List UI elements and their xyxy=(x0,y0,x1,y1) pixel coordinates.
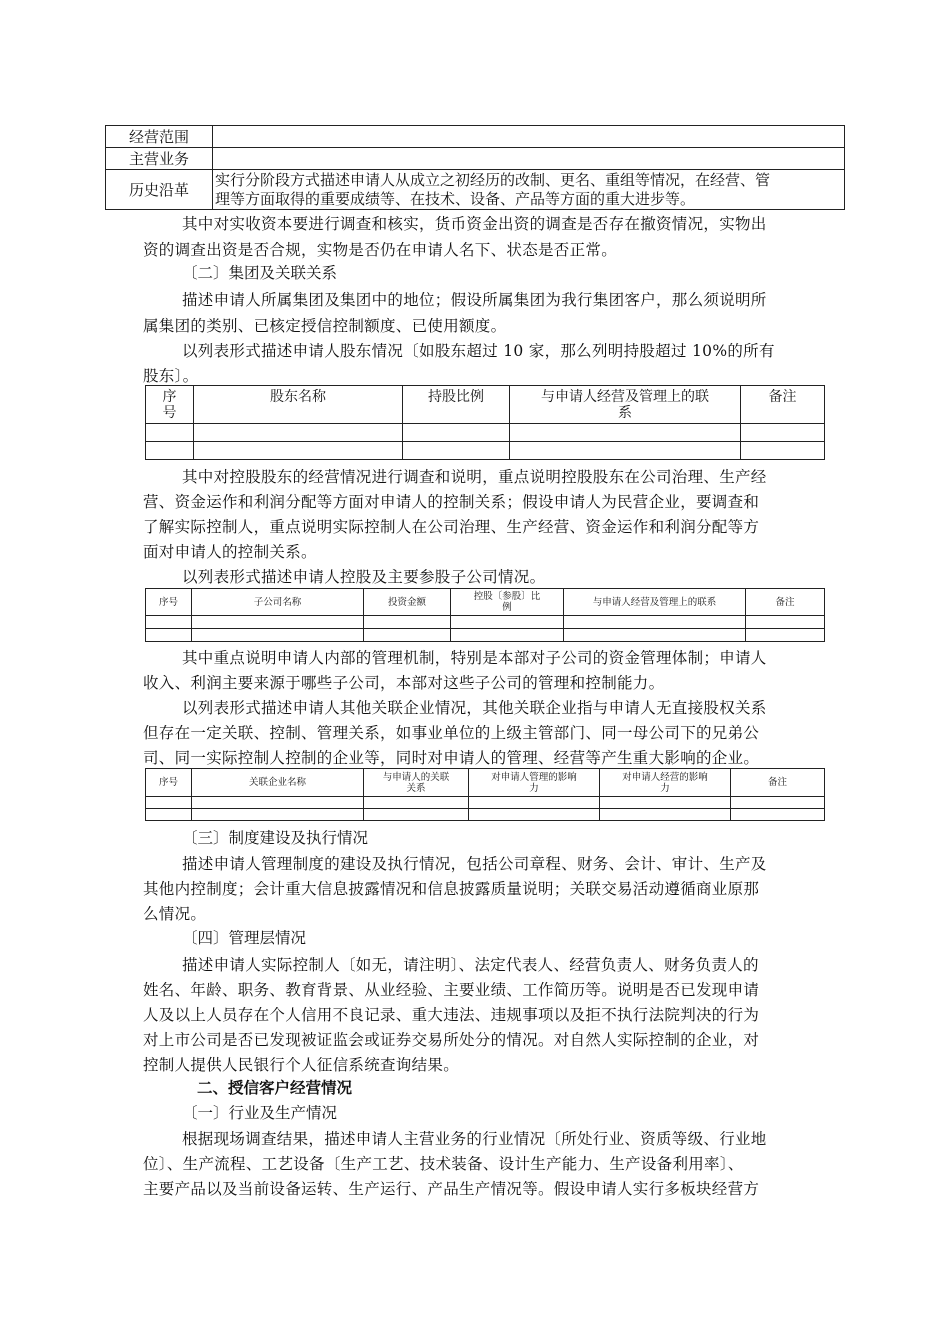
heading-group-relations: 〔二〕集团及关联关系 xyxy=(182,264,338,282)
related-enterprise-table xyxy=(145,768,825,821)
paragraph-subsidiaries-intro: 以列表形式描述申请人控股及主要参股子公司情况。 xyxy=(182,568,546,586)
col-business-influence: 对申请人经营的影响 力 xyxy=(600,769,731,797)
paragraph-management-2: 姓名、年龄、职务、教育背景、从业经验、主要业绩、工作简历等。说明是否已发现申请 xyxy=(143,981,760,999)
paragraph-internal-mgmt-2: 收入、利润主要来源于哪些子公司，本部对这些子公司的管理和控制能力。 xyxy=(143,674,665,692)
col-mgmt-influence: 对申请人管理的影响 力 xyxy=(469,769,600,797)
heading-management: 〔四〕管理层情况 xyxy=(182,929,307,947)
paragraph-management-1: 描述申请人实际控制人〔如无，请注明〕、法定代表人、经营负责人、财务负责人的 xyxy=(182,956,759,974)
table-row xyxy=(146,797,825,809)
paragraph-controlling-1: 其中对控股股东的经营情况进行调查和说明，重点说明控股股东在公司治理、生产经 xyxy=(182,468,767,486)
col-remarks: 备注 xyxy=(741,386,825,424)
col-investment: 投资金额 xyxy=(364,589,451,616)
col-remarks: 备注 xyxy=(746,589,825,616)
col-remarks: 备注 xyxy=(731,769,825,797)
paragraph-industry-1: 根据现场调查结果，描述申请人主营业务的行业情况〔所处行业、资质等级、行业地 xyxy=(182,1130,767,1148)
history-line-1: 实行分阶段方式描述申请人从成立之初经历的改制、更名、重组等情况，在经营、管 xyxy=(215,170,771,189)
paragraph-group-2: 属集团的类别、已核定授信控制额度、已使用额度。 xyxy=(143,317,507,335)
paragraph-related-1: 以列表形式描述申请人其他关联企业情况，其他关联企业指与申请人无直接股权关系 xyxy=(182,699,767,717)
col-relation: 与申请人的关联 关系 xyxy=(364,769,469,797)
col-subsidiary-name: 子公司名称 xyxy=(192,589,364,616)
value-history xyxy=(213,170,845,210)
paragraph-management-4: 对上市公司是否已发现被证监会或证券交易所处分的情况。对自然人实际控制的企业，对 xyxy=(143,1031,760,1049)
paragraph-management-5: 控制人提供人民银行个人征信系统查询结果。 xyxy=(143,1056,460,1074)
table-row xyxy=(146,442,825,460)
table-row xyxy=(146,629,825,642)
paragraph-management-3: 人及以上人员存在个人信用不良记录、重大违法、违规事项以及拒不执行法院判决的行为 xyxy=(143,1006,760,1024)
col-relationship: 与申请人经营及管理上的联系 xyxy=(564,589,746,616)
paragraph-group-1: 描述申请人所属集团及集团中的地位；假设所属集团为我行集团客户，那么须说明所 xyxy=(182,291,767,309)
paragraph-industry-3: 主要产品以及当前设备运转、生产运行、产品生产情况等。假设申请人实行多板块经营方 xyxy=(143,1180,760,1198)
subsidiary-table xyxy=(145,588,825,642)
table-row xyxy=(146,809,825,821)
section-title-operations: 二、授信客户经营情况 xyxy=(197,1079,353,1097)
col-enterprise-name: 关联企业名称 xyxy=(192,769,364,797)
col-relationship: 与申请人经营及管理上的联 系 xyxy=(510,386,741,424)
paragraph-related-3: 司、同一实际控制人控制的企业等，同时对申请人的管理、经营等产生重大影响的企业。 xyxy=(143,749,760,767)
col-shareholder-name: 股东名称 xyxy=(194,386,403,424)
value-business-scope xyxy=(213,126,845,148)
paragraph-controlling-4: 面对申请人的控制关系。 xyxy=(143,543,317,561)
label-business-scope: 经营范围 xyxy=(106,126,213,148)
table-row xyxy=(146,424,825,442)
col-index: 序号 xyxy=(146,769,192,797)
paragraph-shareholders-2: 股东〕。 xyxy=(143,367,199,385)
heading-industry: 〔一〕行业及生产情况 xyxy=(182,1104,338,1122)
paragraph-industry-2: 位〕、生产流程、工艺设备〔生产工艺、技术装备、设计生产能力、生产设备利用率〕、 xyxy=(143,1155,744,1173)
history-line-2: 理等方面取得的重要成绩等、在技术、设备、产品等方面的重大进步等。 xyxy=(215,189,696,208)
company-info-table xyxy=(105,125,845,210)
paragraph-capital-check-2: 资的调查出资是否合规，实物是否仍在申请人名下、状态是否正常。 xyxy=(143,241,618,259)
shareholder-table xyxy=(145,385,825,460)
col-holding-ratio: 控股〔参股〕比 例 xyxy=(451,589,564,616)
paragraph-controlling-2: 营、资金运作和利润分配等方面对申请人的控制关系；假设申请人为民营企业，要调查和 xyxy=(143,493,760,511)
value-main-business xyxy=(213,148,845,170)
paragraph-system-1: 描述申请人管理制度的建设及执行情况，包括公司章程、财务、会计、审计、生产及 xyxy=(182,855,767,873)
paragraph-shareholders-1: 以列表形式描述申请人股东情况〔如股东超过 10 家，那么列明持股超过 10%的所有 xyxy=(182,342,775,360)
col-share-ratio: 持股比例 xyxy=(403,386,510,424)
paragraph-internal-mgmt-1: 其中重点说明申请人内部的管理机制，特别是本部对子公司的资金管理体制；申请人 xyxy=(182,649,767,667)
label-history: 历史沿革 xyxy=(106,170,213,210)
heading-system-building: 〔三〕制度建设及执行情况 xyxy=(182,829,369,847)
label-main-business: 主营业务 xyxy=(106,148,213,170)
col-index: 序号 xyxy=(146,589,192,616)
col-index: 序 号 xyxy=(146,386,194,424)
table-row xyxy=(146,616,825,629)
paragraph-system-3: 么情况。 xyxy=(143,905,207,923)
paragraph-related-2: 但存在一定关联、控制、管理关系，如事业单位的上级主管部门、同一母公司下的兄弟公 xyxy=(143,724,760,742)
paragraph-controlling-3: 了解实际控制人，重点说明实际控制人在公司治理、生产经营、资金运作和利润分配等方 xyxy=(143,518,760,536)
paragraph-system-2: 其他内控制度；会计重大信息披露情况和信息披露质量说明；关联交易活动遵循商业原那 xyxy=(143,880,760,898)
paragraph-capital-check-1: 其中对实收资本要进行调查和核实，货币资金出资的调查是否存在撤资情况，实物出 xyxy=(182,215,767,233)
